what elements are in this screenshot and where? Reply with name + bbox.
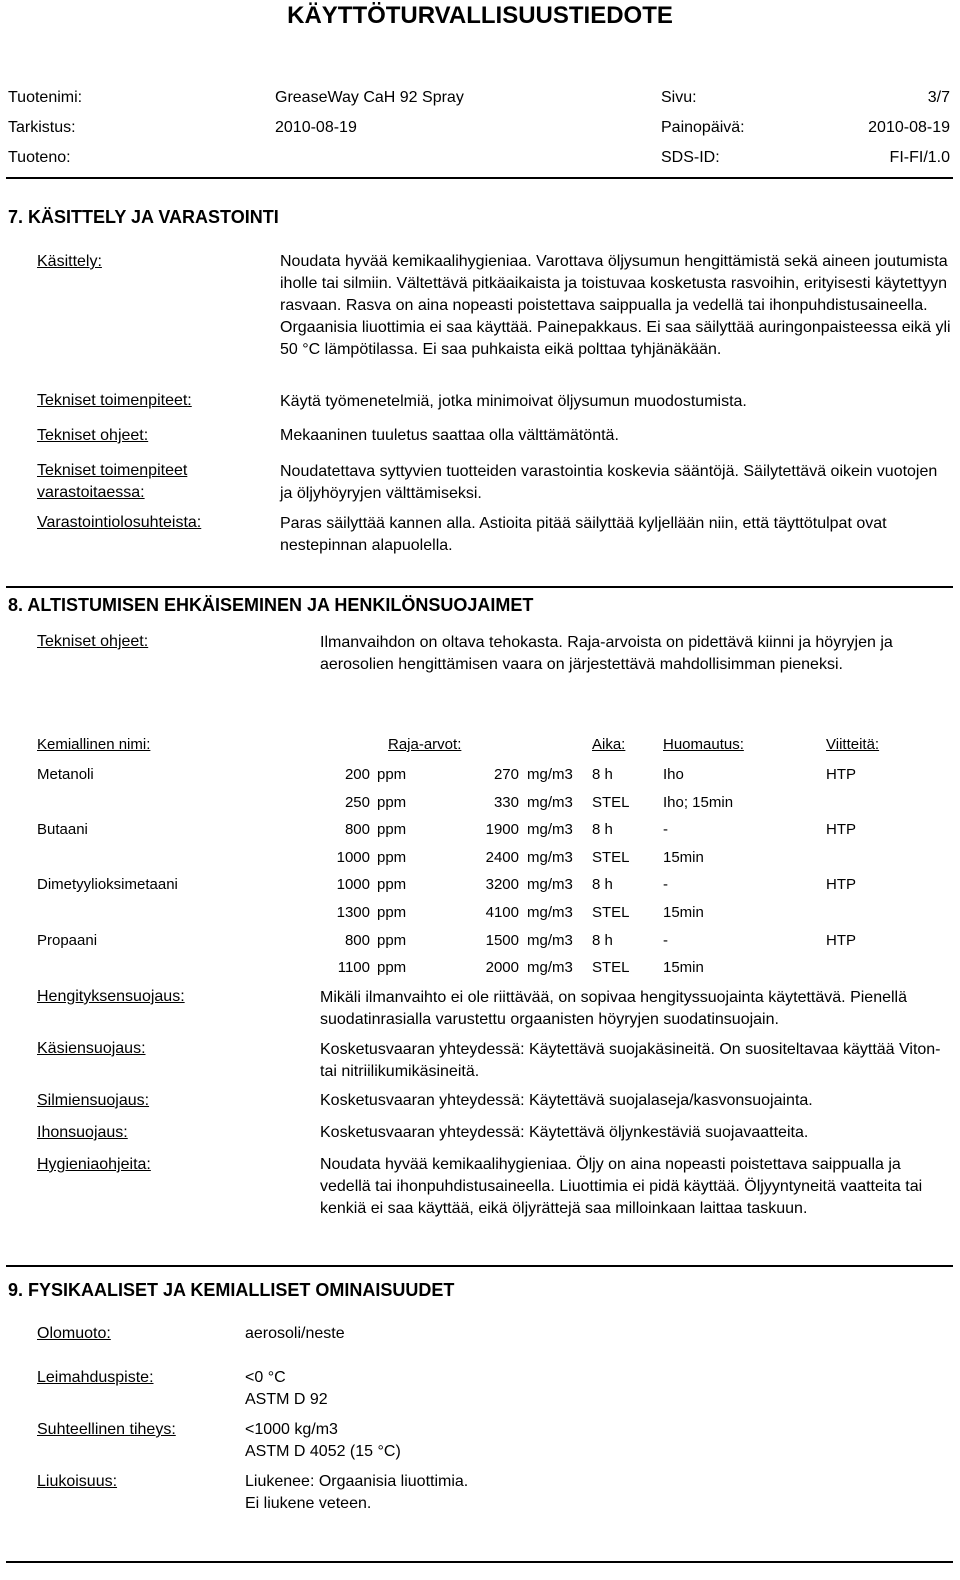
cell-time: STEL [592, 793, 630, 811]
hygiene-label: Hygieniaohjeita: [37, 1156, 151, 1173]
cell-limit-mgm3: 1900 [485, 821, 519, 839]
product-number-label: Tuoteno: [8, 149, 71, 166]
storage-conditions-label: Varastointiolosuhteista: [37, 514, 202, 531]
sds-id-label: SDS-ID: [661, 149, 720, 166]
solubility-label: Liukoisuus: [37, 1473, 118, 1490]
cell-note: 15min [663, 959, 704, 977]
cell-reference: HTP [826, 876, 856, 894]
cell-chemical-name: Butaani [37, 821, 88, 839]
cell-unit-ppm: ppm [377, 766, 407, 783]
skin-protection-label: Ihonsuojaus: [37, 1124, 128, 1141]
section-9-heading: 9. FYSIKAALISET JA KEMIALLISET OMINAISUUDET [8, 1280, 455, 1300]
section-7-heading: 7. KÄSITTELY JA VARASTOINTI [8, 207, 279, 227]
cell-unit-ppm: ppm [377, 821, 407, 839]
cell-unit-ppm: ppm [377, 793, 407, 811]
cell-chemical-name: Dimetyylioksimetaani [37, 876, 178, 894]
cell-unit-ppm: ppm [377, 904, 407, 921]
cell-unit-mgm3: mg/m3 [527, 931, 573, 949]
cell-limit-ppm: 1100 [337, 959, 370, 977]
relative-density-method: ASTM D 4052 (15 °C) [245, 1443, 401, 1460]
skin-protection-text: Kosketusvaaran yhteydessä: Käytettävä öljynkestäviä suojavaatteita. [320, 1124, 809, 1141]
hand-protection-text: Kosketusvaaran yhteydessä: Käytettävä suojakäsineitä. On suositeltavaa käyttää Viton- tai nitriilikumikäsineitä. [320, 1041, 941, 1080]
cell-limit-ppm: 200 [344, 766, 370, 783]
cell-limit-mgm3: 270 [493, 766, 519, 783]
cell-unit-mgm3: mg/m3 [527, 876, 573, 894]
cell-reference: HTP [826, 931, 856, 949]
cell-unit-ppm: ppm [377, 848, 407, 866]
cell-limit-mgm3: 4100 [485, 904, 519, 921]
cell-note: 15min [663, 848, 704, 866]
cell-reference: HTP [826, 766, 856, 783]
revision-label: Tarkistus: [8, 119, 76, 136]
cell-time: 8 h [592, 931, 613, 949]
cell-limit-mgm3: 330 [493, 793, 519, 811]
eye-protection-text: Kosketusvaaran yhteydessä: Käytettävä suojalaseja/kasvonsuojainta. [320, 1092, 813, 1109]
cell-unit-ppm: ppm [377, 959, 407, 977]
technical-measures-label: Tekniset toimenpiteet: [37, 392, 192, 409]
cell-unit-mgm3: mg/m3 [527, 959, 573, 977]
flash-point-label: Leimahduspiste: [37, 1369, 154, 1386]
col-references: Viitteitä: [826, 736, 880, 753]
cell-limit-mgm3: 3200 [485, 876, 519, 894]
print-date-label: Painopäivä: [661, 119, 745, 136]
page-label: Sivu: [661, 89, 697, 106]
cell-reference: HTP [826, 821, 856, 839]
storage-measures-text: Noudatettava syttyvien tuotteiden varastointia koskevia sääntöjä. Säilytettävä oikein vuotojen ja öljyhöyryjen välttämiseksi. [280, 463, 938, 502]
relative-density-value: <1000 kg/m3 [245, 1421, 338, 1438]
physical-state-label: Olomuoto: [37, 1325, 111, 1342]
cell-limit-ppm: 250 [344, 793, 370, 811]
solubility-organic: Liukenee: Orgaanisia liuottimia. [245, 1473, 469, 1490]
divider [6, 1265, 953, 1267]
hygiene-text: Noudata hyvää kemikaalihygieniaa. Öljy on aina nopeasti poistettava saippualla ja vedellä tai ihonpuhdistusaineella. Liuottimia ei pidä käyttää. Öljyyntyneitä vaatteita tai kenkiä ei saa käyttää, eikä öljyrättejä saa milloinkaan laittaa taskuun. [320, 1156, 923, 1217]
revision-date: 2010-08-19 [275, 119, 357, 136]
eye-protection-label: Silmiensuojaus: [37, 1092, 150, 1109]
cell-limit-ppm: 1300 [336, 904, 370, 921]
section-8-heading: 8. ALTISTUMISEN EHKÄISEMINEN JA HENKILÖNSUOJAIMET [8, 595, 534, 615]
cell-time: 8 h [592, 766, 613, 783]
cell-time: 8 h [592, 821, 613, 839]
handling-text: Noudata hyvää kemikaalihygieniaa. Varottava öljysumun hengittämistä sekä aineen joutumista iholle tai silmiin. Vältettävä pitkäaikaista ja toistuvaa kosketusta rasvoihin, erityisesti käytettyyn rasvaan. Rasva on aina nopeasti poistettava saippualla ja vedellä tai ihonpuhdistusaineella. Orgaanisia liuottimia ei saa käyttää. Painepakkaus. Ei saa säilyttää auringonpaisteessa eikä yli 50 °C lämpötilassa. Ei saa puhkaista eikä polttaa tyhjänäkään. [280, 253, 951, 358]
col-limits: Raja-arvot: [388, 736, 462, 753]
cell-unit-mgm3: mg/m3 [527, 848, 573, 866]
cell-time: 8 h [592, 876, 613, 894]
col-time: Aika: [592, 736, 626, 753]
relative-density-label: Suhteellinen tiheys: [37, 1421, 176, 1438]
cell-note: - [663, 876, 668, 894]
cell-unit-ppm: ppm [377, 876, 407, 894]
physical-state-value: aerosoli/neste [245, 1325, 345, 1342]
cell-time: STEL [592, 904, 630, 921]
cell-limit-mgm3: 2400 [485, 848, 519, 866]
page-number: 3/7 [927, 89, 950, 106]
cell-time: STEL [592, 959, 630, 977]
cell-chemical-name: Propaani [37, 931, 98, 949]
document-title: KÄYTTÖTURVALLISUUSTIEDOTE [287, 2, 673, 29]
cell-limit-ppm: 1000 [336, 876, 370, 894]
cell-limit-ppm: 800 [344, 821, 370, 839]
storage-measures-label-line2: varastoitaessa: [37, 484, 145, 501]
s8-technical-instructions-text: Ilmanvaihdon on oltava tehokasta. Raja-arvoista on pidettävä kiinni ja höyryjen ja aerosolien hengittämisen vaara on järjestettävä mahdollisimman pieneksi. [320, 634, 893, 673]
technical-measures-text: Käytä työmenetelmiä, jotka minimoivat öljysumun muodostumista. [280, 393, 747, 410]
divider [6, 177, 953, 179]
cell-note: Iho [663, 766, 684, 783]
technical-instructions-text: Mekaaninen tuuletus saattaa olla välttämätöntä. [280, 427, 619, 444]
technical-instructions-label: Tekniset ohjeet: [37, 427, 149, 444]
print-date: 2010-08-19 [868, 119, 950, 136]
product-name: GreaseWay CaH 92 Spray [275, 89, 464, 106]
cell-unit-ppm: ppm [377, 931, 407, 949]
cell-limit-ppm: 800 [344, 931, 370, 949]
cell-note: 15min [663, 904, 704, 921]
cell-note: - [663, 821, 668, 839]
storage-conditions-text: Paras säilyttää kannen alla. Astioita pitää säilyttää kyljellään niin, että täyttötulpat ovat nestepinnan alapuolella. [280, 515, 887, 554]
cell-limit-mgm3: 2000 [485, 959, 519, 977]
cell-time: STEL [592, 848, 630, 866]
divider [6, 1561, 953, 1563]
col-chemical-name: Kemiallinen nimi: [37, 736, 151, 753]
hand-protection-label: Käsiensuojaus: [37, 1040, 146, 1057]
flash-point-method: ASTM D 92 [245, 1391, 328, 1408]
col-note: Huomautus: [663, 736, 744, 753]
cell-limit-ppm: 1000 [336, 848, 370, 866]
flash-point-value: <0 °C [245, 1369, 286, 1386]
cell-unit-mgm3: mg/m3 [527, 766, 573, 783]
storage-measures-label-line1: Tekniset toimenpiteet [37, 462, 188, 479]
cell-unit-mgm3: mg/m3 [527, 904, 573, 921]
sds-id: FI-FI/1.0 [889, 149, 950, 166]
product-name-label: Tuotenimi: [8, 89, 83, 106]
cell-unit-mgm3: mg/m3 [527, 793, 573, 811]
cell-note: Iho; 15min [663, 793, 734, 811]
solubility-water: Ei liukene veteen. [245, 1495, 372, 1512]
respiratory-protection-text: Mikäli ilmanvaihto ei ole riittävää, on sopivaa hengityssuojainta käytettävä. Pienellä suodatinrasialla varustettu orgaanisten höyryjen suodatinsuojain. [320, 989, 907, 1028]
cell-unit-mgm3: mg/m3 [527, 821, 573, 839]
s8-technical-instructions-label: Tekniset ohjeet: [37, 633, 149, 650]
handling-label: Käsittely: [37, 253, 102, 270]
cell-chemical-name: Metanoli [37, 766, 94, 783]
cell-limit-mgm3: 1500 [485, 931, 519, 949]
divider [6, 586, 953, 588]
cell-note: - [663, 931, 668, 949]
respiratory-protection-label: Hengityksensuojaus: [37, 988, 185, 1005]
